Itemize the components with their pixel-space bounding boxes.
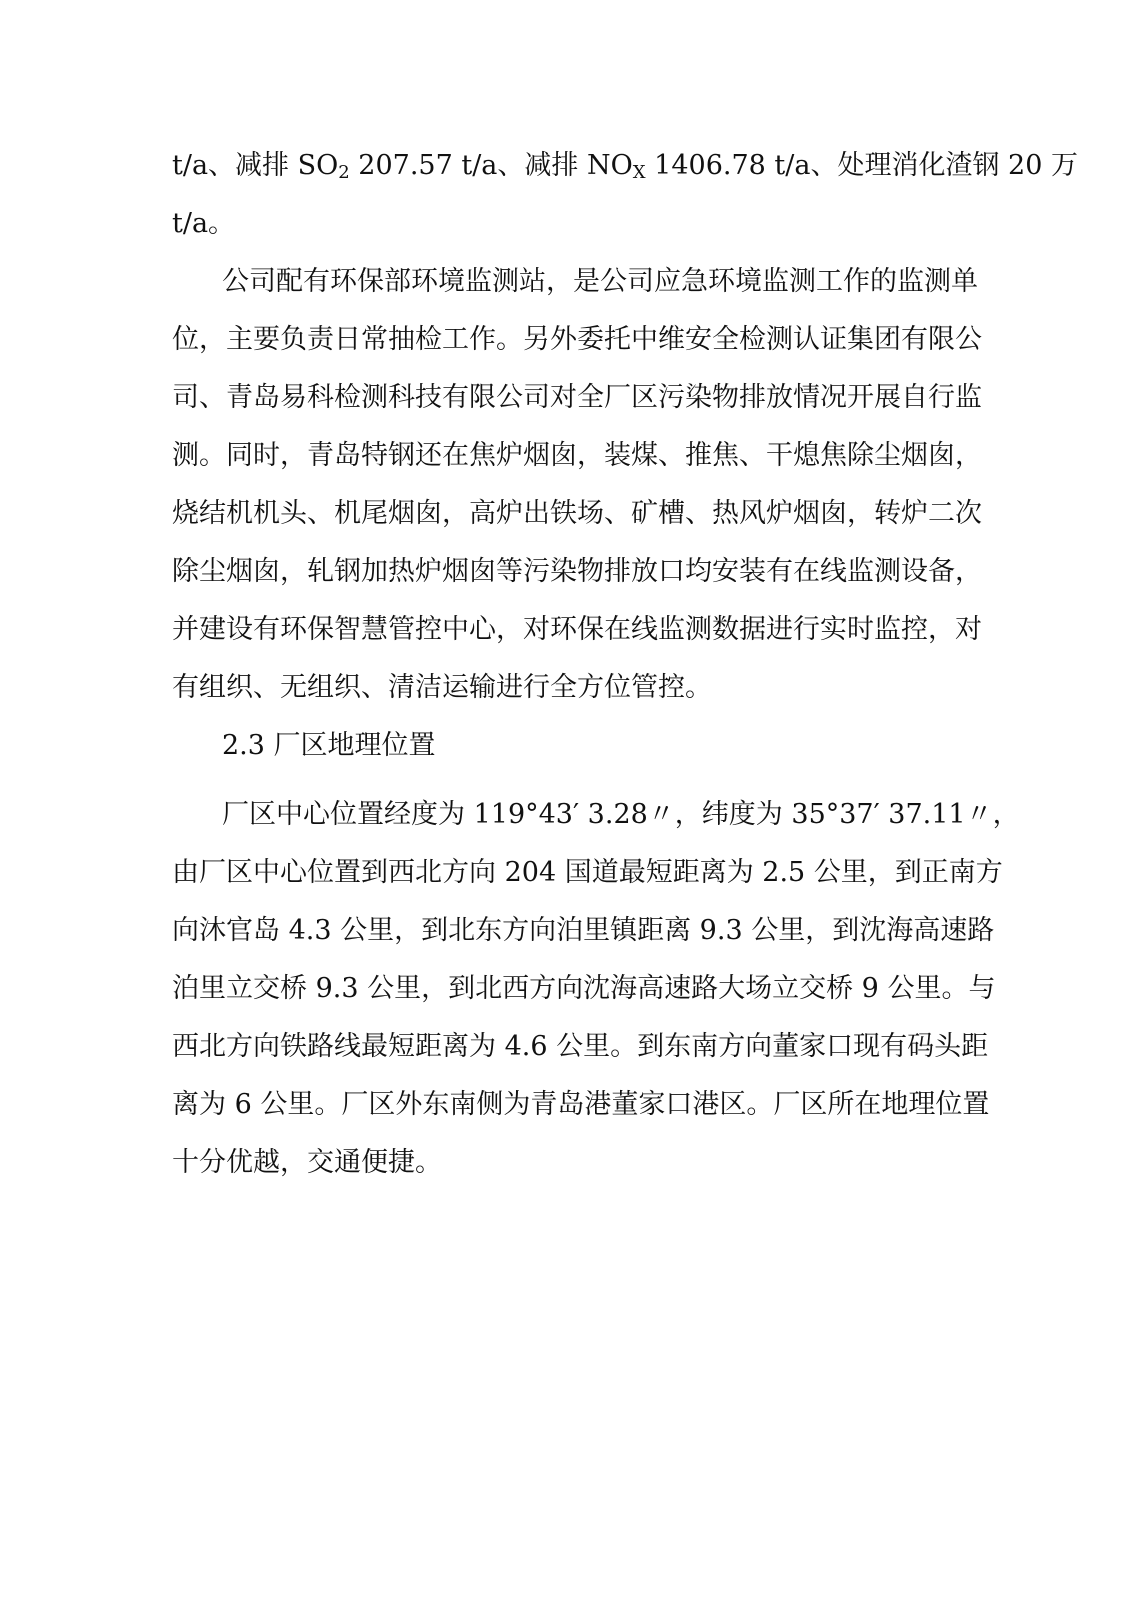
- paragraph-line: 司、青岛易科检测科技有限公司对全厂区污染物排放情况开展自行监: [172, 382, 982, 413]
- paragraph-line: 由厂区中心位置到西北方向 204 国道最短距离为 2.5 公里，到正南方: [172, 857, 1003, 888]
- paragraph-line: 位，主要负责日常抽检工作。另外委托中维安全检测认证集团有限公: [172, 324, 982, 355]
- paragraph-line: 公司配有环保部环境监测站，是公司应急环境监测工作的监测单: [222, 266, 978, 297]
- paragraph-line: 离为 6 公里。厂区外东南侧为青岛港董家口港区。厂区所在地理位置: [172, 1089, 990, 1120]
- paragraph-line: 除尘烟囱，轧钢加热炉烟囱等污染物排放口均安装有在线监测设备，: [172, 556, 982, 587]
- paragraph-line: 十分优越，交通便捷。: [172, 1147, 442, 1178]
- paragraph-line: 厂区中心位置经度为 119°43′ 3.28〃，纬度为 35°37′ 37.11〃，: [222, 799, 1020, 830]
- paragraph-line: 有组织、无组织、清洁运输进行全方位管控。: [172, 672, 712, 703]
- paragraph-line: 烧结机机头、机尾烟囱，高炉出铁场、矿槽、热风炉烟囱，转炉二次: [172, 498, 982, 529]
- paragraph-line: 向沐官岛 4.3 公里，到北东方向泊里镇距离 9.3 公里，到沈海高速路: [172, 915, 995, 946]
- paragraph-line: t/a。: [172, 208, 236, 239]
- paragraph-line: 泊里立交桥 9.3 公里，到北西方向沈海高速路大场立交桥 9 公里。与: [172, 973, 996, 1004]
- section-heading: 2.3 厂区地理位置: [222, 730, 436, 761]
- paragraph-line: 西北方向铁路线最短距离为 4.6 公里。到东南方向董家口现有码头距: [172, 1031, 989, 1062]
- paragraph-line: 测。同时，青岛特钢还在焦炉烟囱，装煤、推焦、干熄焦除尘烟囱，: [172, 440, 982, 471]
- paragraph-line: 并建设有环保智慧管控中心，对环保在线监测数据进行实时监控，对: [172, 614, 982, 645]
- paragraph-line: t/a、减排 $SO_2$ 207.57 t/a、减排 $NO_X$ 1406.78 t/a、处理消化渣钢 20 万: [172, 150, 1078, 183]
